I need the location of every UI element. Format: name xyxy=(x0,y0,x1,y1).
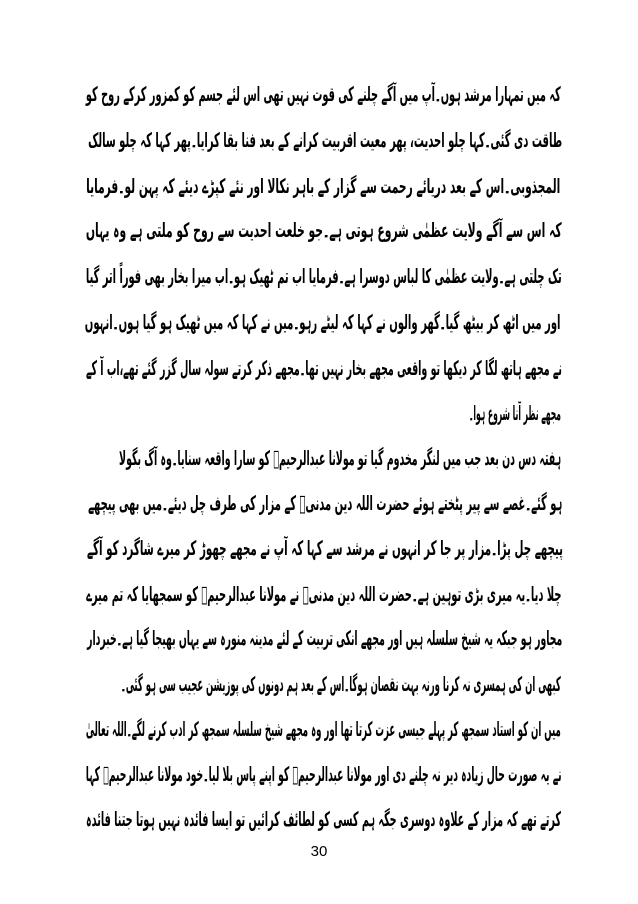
text-line: میں ان کو استاد سمجھ کر پہلے جیسی عزت کرتا تھا اور وہ مجھے شیخ سلسلہ سمجھ کر ادب کرنے لگے۔اللہ تعالیٰ xyxy=(86,717,561,741)
text-line: چلا دیا۔یہ میری بڑی توہین ہے۔حضرت اللہ دین مدنیؒ نے مولانا عبدالرحیمؒ کو سمجھایا کہ تم میرے xyxy=(85,582,561,606)
text-line: کہ اس سے آگے ولایت عظمٰی شروع ہوتی ہے۔جو خلعت احدیت سے روح کو ملتی ہے وہ یہاں xyxy=(86,218,562,242)
text-line: تک چلتی ہے۔ولایت عظمٰی کا لباس دوسرا ہے۔فرمایا اب تم ٹھیک ہو۔اب میرا بخار بھی فوراً اتر گیا xyxy=(86,264,562,288)
text-line: مجاور ہو جبکہ یہ شیخ سلسلہ ہیں اور مجھے انکی تربیت کے لئے مدینہ منورہ سے یہاں بھیجا گیا ہے۔خبردار xyxy=(86,626,562,650)
text-line: ہفتہ دس دن بعد جب میں لنگر مخدوم گیا تو مولانا عبدالرحیمؒ کو سارا واقعہ سنایا۔وہ آگ بگولا xyxy=(118,446,561,470)
text-line: المجذوبی۔اس کے بعد دریائے رحمت سے گزار کے باہر نکالا اور نئے کپڑے دیئے کہ پہن لو۔فرمایا xyxy=(85,174,560,198)
text-line: طاقت دی گئی۔کہا چلو احدیت، پھر معیت اقربیت کرانے کے بعد فنا بقا کرایا۔پھر کہا کہ چلو سالک xyxy=(87,128,562,152)
text-line: اور میں اٹھ کر بیٹھ گیا۔گھر والوں نے کہا کہ لیٹے رہو۔میں نے کہا کہ میں ٹھیک ہو گیا ہوں۔انہوں xyxy=(84,310,560,334)
text-line: نے مجھے ہاتھ لگا کر دیکھا تو واقعی مجھے بخار نہیں تھا۔مجھے ذکر کرتے سولہ سال گزر گئے تھے،اب آ کے xyxy=(86,356,562,380)
page-number: 30 xyxy=(310,843,328,860)
text-line: نے یہ صورت حال زیادہ دیر نہ چلنے دی اور مولانا عبدالرحیمؒ کو اپنے پاس بلا لیا۔خود مولانا عبدالرحیمؒ کہا xyxy=(86,762,562,786)
text-line: کہ میں تمہارا مرشد ہوں۔آپ میں آگے چلنے کی قوت نہیں تھی اس لئے جسم کو کمزور کرکے روح کو xyxy=(86,82,561,106)
text-line: کرتے تھے کہ مزار کے علاوہ دوسری جگہ ہم کسی کو لطائف کرائیں تو ایسا فائدہ نہیں ہوتا جتنا فائدہ xyxy=(85,807,561,831)
text-line: مجھے نظر آنا شروع ہوا۔ xyxy=(469,401,561,425)
text-line: کبھی ان کی ہمسری نہ کرنا ورنہ بہت نقصان ہوگا۔اس کے بعد ہم دونوں کی پوزیشن عجیب سی ہو گئی۔ xyxy=(121,672,561,696)
text-line: پیچھے چل پڑا۔مزار پر جا کر انہوں نے مرشد سے کہا کہ آپ نے مجھے چھوڑ کر میرے شاگرد کو آگے xyxy=(86,536,563,560)
text-line: ہو گئے۔غصے سے پیر پٹختے ہوئے حضرت اللہ دین مدنیؒ کے مزار کی طرف چل دیئے۔میں بھی پیچھے xyxy=(87,491,562,515)
